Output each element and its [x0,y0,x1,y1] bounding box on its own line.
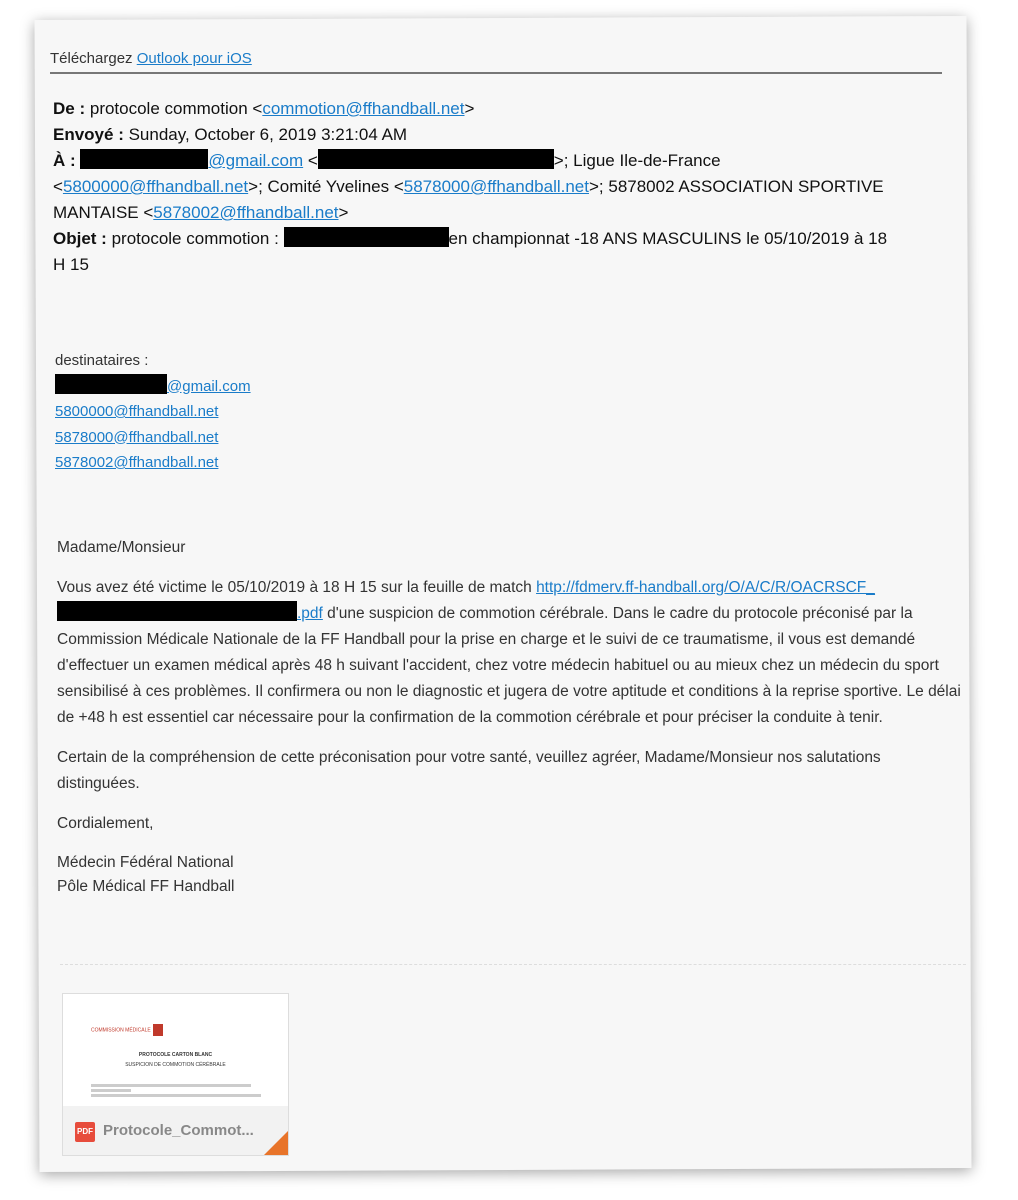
paragraph-2: Certain de la compréhension de cette préconisation pour votre santé, veuillez agréer, Madame/Monsieur nos salutations distinguées. [57,749,881,792]
signature [57,851,967,899]
commission-logo [91,1024,163,1036]
subject-row [53,226,965,278]
to-row [53,148,965,226]
from-label: De : [53,99,86,118]
closing: Cordialement, [57,815,154,832]
to-after: >; Ligue Ile-de-France [553,151,721,170]
email-header [53,96,965,278]
redaction-bar [318,149,554,169]
redaction-bar [80,149,208,169]
match-sheet-link[interactable]: http://fdmerv.ff-handball.org/O/A/C/R/OACRSCF_ [536,579,875,596]
text-line [91,1089,131,1092]
preview-text-lines [91,1082,266,1099]
subject-label: Objet : [53,229,107,248]
from-close: > [464,99,475,118]
to-line2-end: >; 5878002 ASSOCIATION SPORTIVE [588,177,884,196]
redaction-bar [284,227,449,247]
p1-start: Vous avez été victime le 05/10/2019 à 18 H 15 sur la feuille de match [57,579,537,596]
redaction-bar [57,601,297,621]
attachment-footer [63,1106,288,1155]
preview-subtitle: SUSPICION DE COMMOTION CÉRÉBRALE [125,1062,226,1068]
to-label: À : [53,151,76,170]
to-email-3[interactable]: 5878002@ffhandball.net [153,203,339,222]
to-email-1[interactable]: 5800000@ffhandball.net [62,177,249,196]
text-line [91,1084,251,1087]
divider [50,72,942,74]
signature-line-1: Médecin Fédéral National [57,854,234,871]
signature-line-2: Pôle Médical FF Handball [57,878,235,895]
download-banner [50,50,252,67]
logo-icon [153,1024,163,1036]
attachment-separator [60,964,966,965]
to-line2-mid: >; Comité Yvelines < [248,177,404,196]
match-sheet-link-end[interactable]: .pdf [297,605,323,622]
subject-line2: H 15 [53,255,89,274]
recipient-email[interactable]: 5878000@ffhandball.net [55,428,219,446]
subject-end: en championnat -18 ANS MASCULINS le 05/10/2019 à 18 [448,229,888,248]
attachment-preview [63,994,288,1112]
text-line [91,1094,261,1097]
to-gmail[interactable]: @gmail.com [208,151,304,170]
download-prefix: Téléchargez [50,50,137,67]
to-open: < [303,151,318,170]
attachment-filename[interactable]: Protocole_Commot... [103,1122,254,1139]
page-fold-icon [264,1131,288,1155]
preview-title: PROTOCOLE CARTON BLANC [138,1052,213,1058]
to-line2-open: < [53,177,63,196]
sent-value: Sunday, October 6, 2019 3:21:04 AM [128,125,408,144]
from-email[interactable]: commotion@ffhandball.net [262,99,465,118]
paragraph-1 [57,575,967,731]
to-line3-start: MANTAISE < [53,203,154,222]
recipients-label: destinataires : [55,352,149,369]
sent-label: Envoyé : [53,125,124,144]
redaction-bar [55,374,167,394]
outlook-ios-link[interactable]: Outlook pour iOS [136,50,252,67]
to-line3-end: > [338,203,349,222]
pdf-attachment-card[interactable] [62,993,289,1156]
p1-rest: d'une suspicion de commotion cérébrale. Dans le cadre du protocole préconisé par la Commission Médicale Nationale de la FF Handball pour la prise en charge et le suivi de ce traumatisme, il vous est demandé d'effectuer un examen médical après 48 h suivant l'accident, chez votre médecin habituel ou au mieux chez un médecin du sport sensibilisé à ces problèmes. Il confirmera ou non le diagnostic et jugera de votre aptitude et conditions à la reprise sportive. Le délai de +48 h est essentiel car nécessaire pour la confirmation de la commotion cérébrale et pour préciser la conduite à tenir. [57,605,961,726]
recipient-gmail-link[interactable]: @gmail.com [167,377,251,395]
pdf-icon: PDF [75,1122,95,1142]
recipient-gmail [55,374,251,400]
email-body [57,535,967,913]
from-row [53,96,965,122]
to-email-2[interactable]: 5878000@ffhandball.net [403,177,589,196]
recipient-email[interactable]: 5878002@ffhandball.net [55,454,219,471]
logo-text: COMMISSION MÉDICALE [91,1027,151,1034]
recipients-block [55,348,251,476]
subject-start: protocole commotion : [111,229,284,248]
recipient-email[interactable]: 5800000@ffhandball.net [55,403,219,420]
sent-row [53,122,965,148]
from-name: protocole commotion < [89,99,263,118]
greeting: Madame/Monsieur [57,539,186,556]
